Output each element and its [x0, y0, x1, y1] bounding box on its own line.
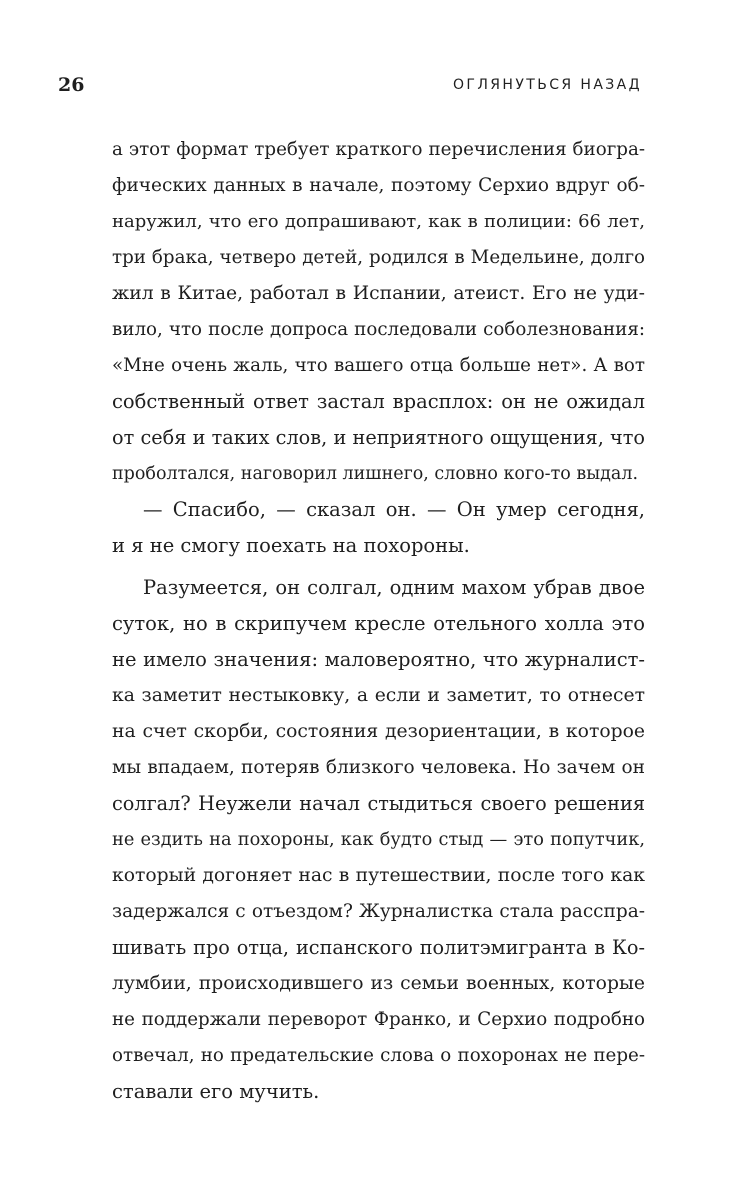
text-line: лумбии, происходившего из семьи военных, которые [112, 973, 645, 994]
text-line: задержался с отъездом? Журналистка стала расспра- [112, 901, 645, 922]
text-line: отвечал, но предательские слова о похоронах не пере- [112, 1045, 645, 1066]
text-line: а этот формат требует краткого перечисления биогра- [112, 139, 645, 160]
text-line: проболтался, наговорил лишнего, словно кого-то выдал. [112, 464, 639, 484]
text-line: — Спасибо, — сказал он. — Он умер сегодня, [143, 498, 645, 521]
body-text [112, 132, 645, 1110]
text-line: собственный ответ застал врасплох: он не ожидал [112, 390, 645, 413]
text-line: Разумеется, он солгал, одним махом убрав двое [143, 576, 645, 599]
text-line: три брака, четверо детей, родился в Медельине, долго [112, 247, 645, 268]
text-line: не поддержали переворот Франко, и Серхио подробно [112, 1009, 645, 1030]
text-line: шивать про отца, испанского политэмигранта в Ко- [112, 936, 645, 959]
running-title: ОГЛЯНУТЬСЯ НАЗАД [453, 77, 642, 93]
text-line: суток, но в скрипучем кресле отельного холла это [112, 612, 645, 635]
text-line: жил в Китае, работал в Испании, атеист. Его не уди- [112, 283, 645, 304]
text-line: не имело значения: маловероятно, что журналист- [112, 648, 645, 671]
text-line: не ездить на похороны, как будто стыд — это попутчик, [112, 830, 645, 850]
text-line: и я не смогу поехать на похороны. [112, 534, 470, 557]
text-line: наружил, что его допрашивают, как в полиции: 66 лет, [112, 211, 645, 232]
text-line: который догоняет нас в путешествии, после того как [112, 865, 645, 886]
text-line: «Мне очень жаль, что вашего отца больше нет». А вот [112, 355, 645, 376]
page-header [58, 72, 642, 102]
text-line: ставали его мучить. [112, 1080, 320, 1103]
text-line: вило, что после допроса последовали соболезнования: [112, 319, 645, 340]
page-number: 26 [58, 74, 85, 96]
text-line: фических данных в начале, поэтому Серхио вдруг об- [112, 175, 645, 196]
text-line: солгал? Неужели начал стыдиться своего решения [112, 792, 645, 815]
text-line: ка заметит нестыковку, а если и заметит, то отнесет [112, 685, 645, 706]
text-line: от себя и таких слов, и неприятного ощущения, что [112, 426, 645, 449]
text-line: мы впадаем, потеряв близкого человека. Но зачем он [112, 757, 645, 778]
text-line: на счет скорби, состояния дезориентации, в которое [112, 721, 645, 742]
